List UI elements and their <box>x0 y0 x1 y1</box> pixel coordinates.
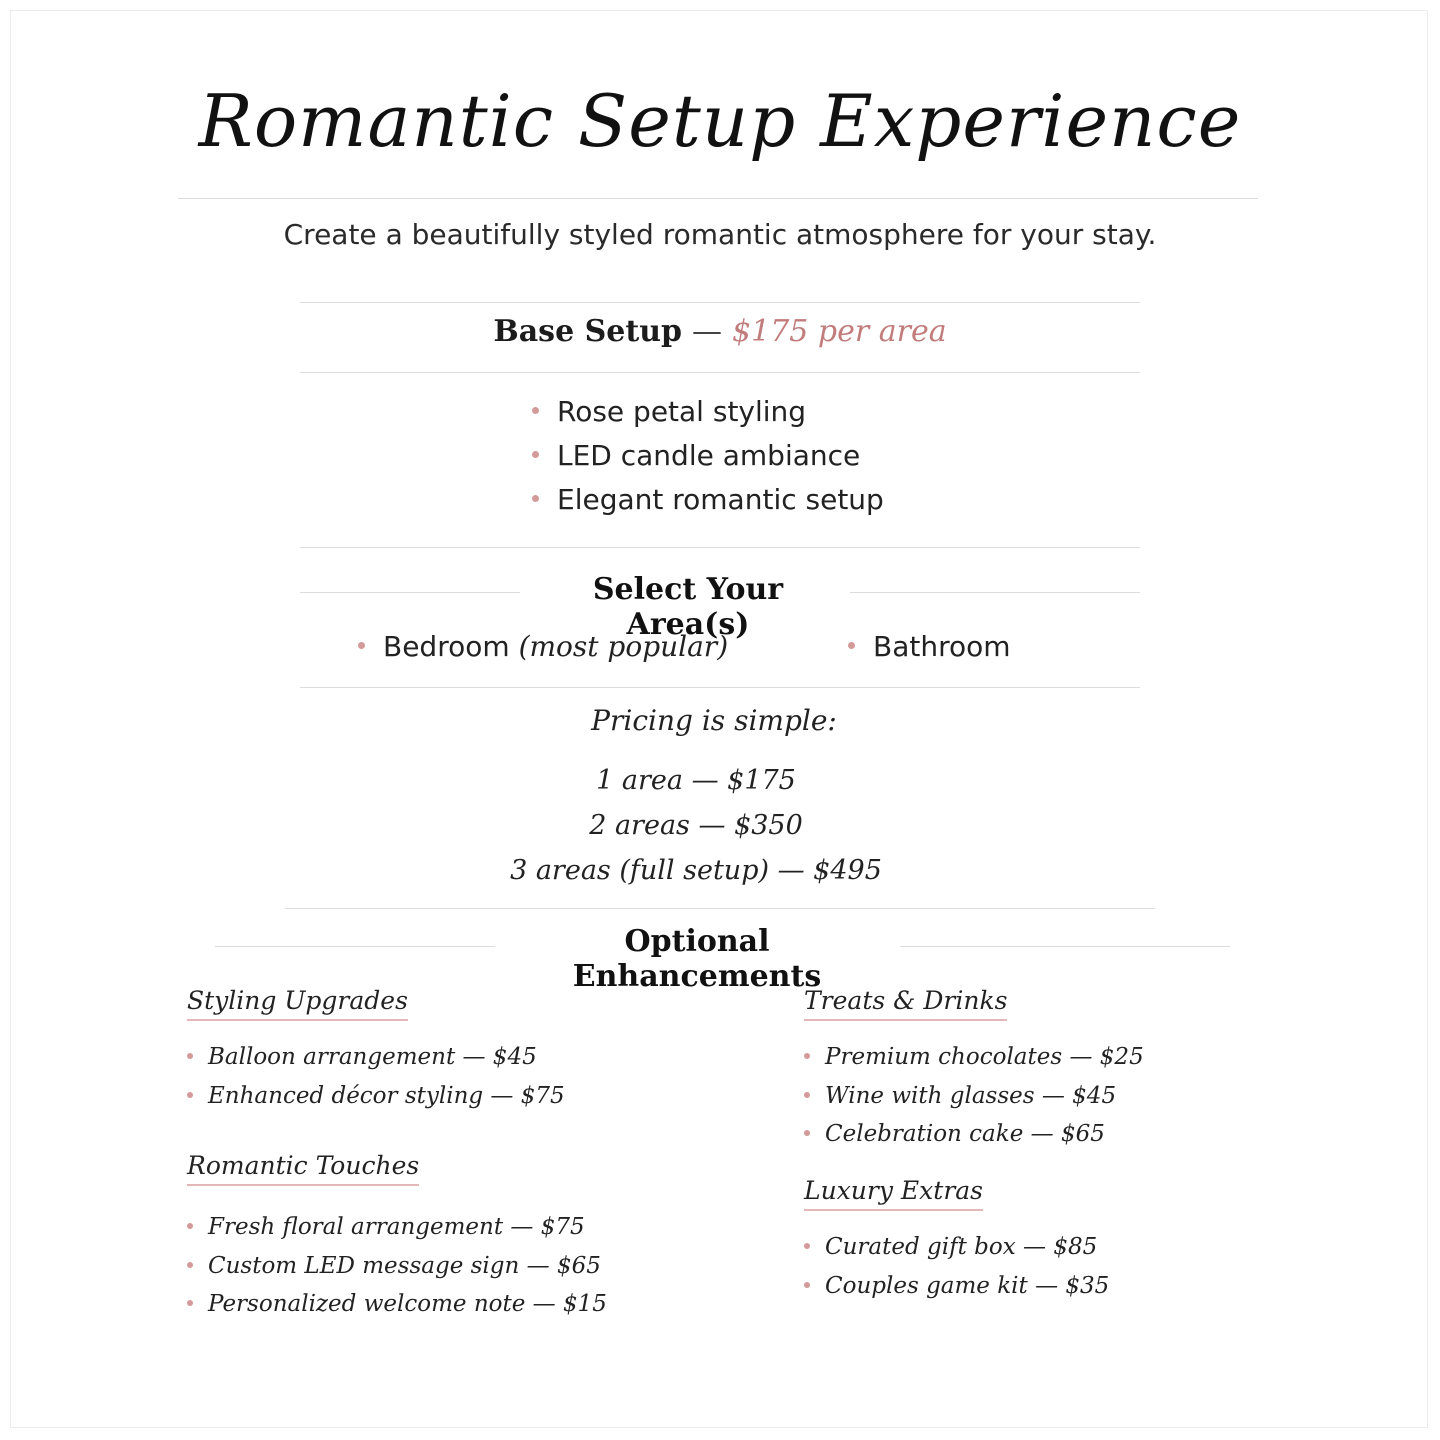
category-romantic-touches <box>187 1151 419 1186</box>
list-item: Celebration cake — $65 <box>804 1115 1144 1154</box>
bullet-icon <box>532 407 539 414</box>
list-item: Enhanced décor styling — $75 <box>187 1077 565 1116</box>
bullet-icon <box>804 1092 810 1098</box>
treats-drinks-list <box>804 1038 1144 1154</box>
divider <box>850 592 1140 593</box>
divider <box>215 946 495 947</box>
list-item: Balloon arrangement — $45 <box>187 1038 565 1077</box>
divider <box>178 198 1258 199</box>
base-setup-list <box>532 390 884 522</box>
bullet-icon <box>187 1053 193 1059</box>
separator: — <box>692 314 723 349</box>
pricing-tier: 2 areas — $350 <box>589 810 803 841</box>
bullet-icon <box>848 642 855 649</box>
list-item: Wine with glasses — $45 <box>804 1077 1144 1116</box>
bullet-icon <box>804 1282 810 1288</box>
list-item: LED candle ambiance <box>532 434 884 478</box>
category-title: Romantic Touches <box>187 1151 419 1186</box>
bullet-icon <box>187 1262 193 1268</box>
list-item: Custom LED message sign — $65 <box>187 1247 607 1286</box>
list-item: Fresh floral arrangement — $75 <box>187 1208 607 1247</box>
list-item: Curated gift box — $85 <box>804 1228 1109 1267</box>
page-subtitle: Create a beautifully styled romantic atmosphere for your stay. <box>283 218 1157 251</box>
bullet-icon <box>804 1053 810 1059</box>
category-title: Luxury Extras <box>804 1176 983 1211</box>
category-title: Treats & Drinks <box>804 986 1007 1021</box>
bullet-icon <box>187 1223 193 1229</box>
category-luxury-extras <box>804 1176 983 1211</box>
pricing-tiers <box>0 758 1416 893</box>
pricing-tier: 1 area — $175 <box>596 765 796 796</box>
list-item: Couples game kit — $35 <box>804 1267 1109 1306</box>
romantic-touches-list <box>187 1208 607 1324</box>
styling-upgrades-list <box>187 1038 565 1115</box>
divider <box>300 372 1140 373</box>
base-setup-label: Base Setup <box>493 314 683 349</box>
divider <box>900 946 1230 947</box>
bullet-icon <box>187 1092 193 1098</box>
category-styling-upgrades <box>187 986 408 1021</box>
category-title: Styling Upgrades <box>187 986 408 1021</box>
enhancements-heading: Optional Enhancements <box>505 924 889 994</box>
bullet-icon <box>532 451 539 458</box>
page-title: Romantic Setup Experience <box>198 79 1242 163</box>
list-item: Elegant romantic setup <box>532 478 884 522</box>
pricing-intro: Pricing is simple: <box>591 704 837 737</box>
bullet-icon <box>358 642 365 649</box>
list-item: Premium chocolates — $25 <box>804 1038 1144 1077</box>
base-setup-price: $175 per area <box>732 314 947 349</box>
list-item: Personalized welcome note — $15 <box>187 1285 607 1324</box>
divider <box>300 547 1140 548</box>
divider <box>300 302 1140 303</box>
base-setup-heading <box>0 314 1440 349</box>
bullet-icon <box>187 1300 193 1306</box>
divider <box>300 687 1140 688</box>
luxury-extras-list <box>804 1228 1109 1305</box>
area-option-bathroom: Bathroom <box>848 630 1011 663</box>
category-treats-drinks <box>804 986 1007 1021</box>
bullet-icon <box>804 1130 810 1136</box>
bullet-icon <box>804 1243 810 1249</box>
divider <box>300 592 520 593</box>
pricing-tier: 3 areas (full setup) — $495 <box>510 855 882 886</box>
list-item: Rose petal styling <box>532 390 884 434</box>
divider <box>285 908 1155 909</box>
bullet-icon <box>532 495 539 502</box>
areas-heading: Select Your Area(s) <box>530 572 846 642</box>
area-option-bedroom: Bedroom (most popular) <box>358 630 728 663</box>
